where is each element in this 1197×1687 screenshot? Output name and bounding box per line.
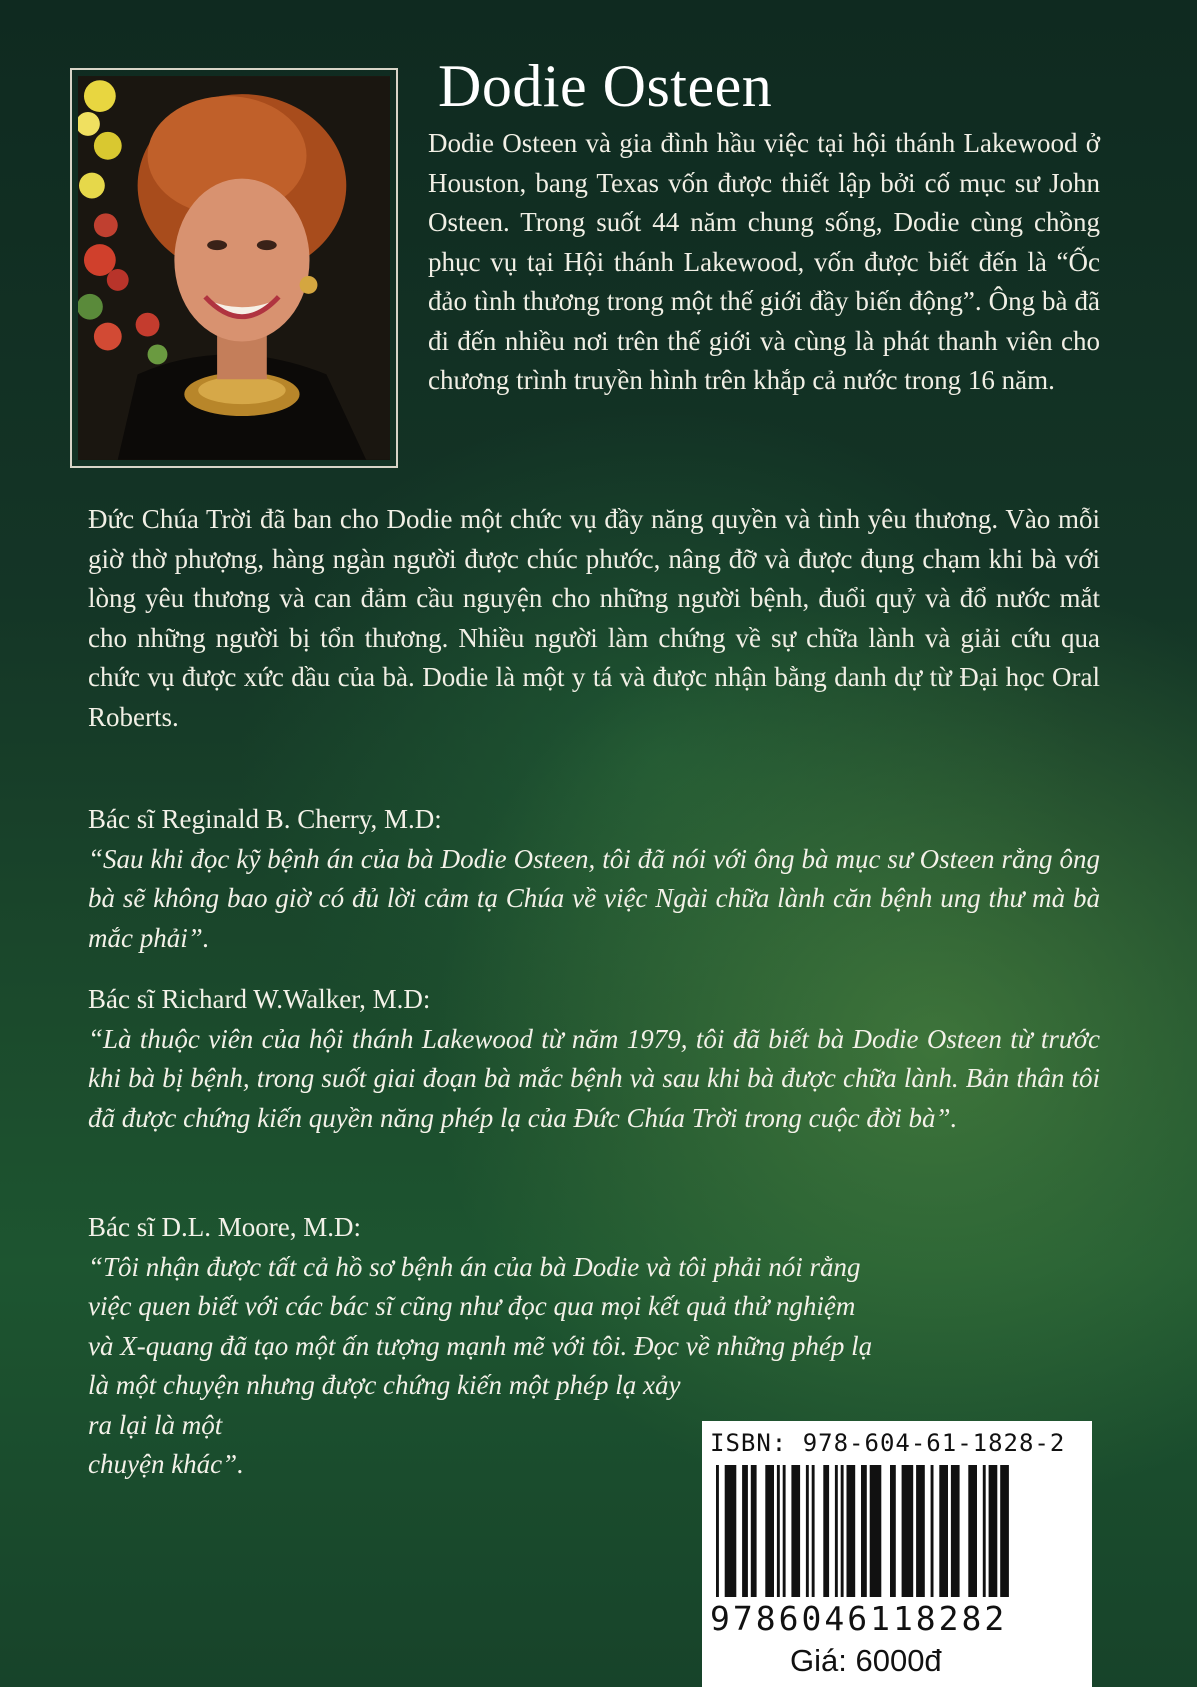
- barcode-bar: [765, 1465, 774, 1597]
- barcode-bar: [931, 1465, 934, 1597]
- author-photo: [78, 76, 390, 460]
- author-photo-frame: [70, 68, 398, 468]
- testimonial-quote-line: “Tôi nhận được tất cả hồ sơ bệnh án của bà Dodie và tôi phải nói rằng: [88, 1251, 861, 1282]
- barcode-bar: [725, 1465, 737, 1597]
- barcode-bar: [939, 1465, 948, 1597]
- barcode-bar: [1000, 1465, 1009, 1597]
- testimonial-speaker: Bác sĩ Richard W.Walker, M.D:: [88, 984, 431, 1014]
- testimonial-quote-line: chuyện khác”.: [88, 1449, 244, 1479]
- barcode-bar: [902, 1465, 914, 1597]
- barcode-bar: [890, 1465, 896, 1597]
- barcode-bar: [983, 1465, 986, 1597]
- barcode-bar: [812, 1465, 815, 1597]
- barcode-bar: [951, 1465, 960, 1597]
- author-bio-intro: Dodie Osteen và gia đình hầu việc tại hội thánh Lakewood ở Houston, bang Texas vốn được thiết lập bởi cố mục sư John Osteen. Trong suốt 44 năm chung sống, Dodie cùng chồng phục vụ tại Hội thánh Lakewood, vốn được biết đến là “Ốc đảo tình thương trong một thế giới đầy biến động”. Ông bà đã đi đến nhiều nơi trên thế giới và cùng là phát thanh viên cho chương trình truyền hình trên khắp cả nước trong 16 năm.: [428, 128, 1100, 395]
- barcode-bar: [716, 1465, 719, 1597]
- testimonial-speaker: Bác sĩ Reginald B. Cherry, M.D:: [88, 804, 442, 834]
- testimonial-quote: “Sau khi đọc kỹ bệnh án của bà Dodie Osteen, tôi đã nói với ông bà mục sư Osteen rằng ông bà sẽ không bao giờ có đủ lời cảm tạ Chúa về việc Ngài chữa lành căn bệnh ung thư mà bà mắc phải”.: [88, 843, 1100, 953]
- barcode-bar: [968, 1465, 977, 1597]
- author-bio-ministry: Đức Chúa Trời đã ban cho Dodie một chức vụ đầy năng quyền và tình yêu thương. Vào mỗi giờ thờ phượng, hàng ngàn người được chúc phước, nâng đỡ và được đụng chạm khi bà với lòng yêu thương và can đảm cầu nguyện cho những người bệnh, đuổi quỷ và đổ nước mắt cho những người bị tổn thương. Nhiều người làm chứng về sự chữa lành và giải cứu qua chức vụ được xức dầu của bà. Dodie là một y tá và được nhận bằng danh dự từ Đại học Oral Roberts.: [88, 504, 1100, 732]
- testimonial-quote-line: việc quen biết với các bác sĩ cũng như đọc qua mọi kết quả thử nghiệm: [88, 1291, 856, 1321]
- price-text: Giá: 6000đ: [790, 1643, 942, 1678]
- barcode-bar: [806, 1465, 809, 1597]
- barcode-bar: [916, 1465, 925, 1597]
- barcode-bar: [783, 1465, 786, 1597]
- barcode-bar: [841, 1465, 844, 1597]
- testimonial-speaker: Bác sĩ D.L. Moore, M.D:: [88, 1212, 361, 1242]
- ean-digits: 9786046118282: [710, 1599, 1008, 1638]
- testimonial-quote-line: và X-quang đã tạo một ấn tượng mạnh mẽ với tôi. Đọc về những phép lạ: [88, 1330, 873, 1361]
- barcode-bar: [751, 1465, 757, 1597]
- barcode-bar: [791, 1465, 800, 1597]
- author-name-title: Dodie Osteen: [438, 53, 773, 119]
- testimonial-walker: [88, 980, 1100, 1138]
- barcode-bar: [861, 1465, 867, 1597]
- barcode-bar: [835, 1465, 838, 1597]
- barcode-bar: [823, 1465, 829, 1597]
- barcode-bar: [870, 1465, 882, 1597]
- barcode-label: [702, 1421, 1092, 1687]
- barcode-bars: [712, 1465, 1082, 1597]
- barcode-bar: [777, 1465, 780, 1597]
- testimonial-quote-line: là một chuyện nhưng được chứng kiến một phép lạ xảy ra lại là một: [88, 1370, 681, 1440]
- barcode-bar: [847, 1465, 856, 1597]
- testimonial-cherry: [88, 800, 1100, 958]
- barcode-bar: [989, 1465, 998, 1597]
- isbn-text: ISBN: 978-604-61-1828-2: [710, 1429, 1066, 1457]
- author-portrait-illustration: [78, 76, 390, 460]
- testimonial-quote: “Là thuộc viên của hội thánh Lakewood từ năm 1979, tôi đã biết bà Dodie Osteen từ trước khi bà bị bệnh, trong suốt giai đoạn bà mắc bệnh và sau khi bà được chữa lành. Bản thân tôi đã được chứng kiến quyền năng phép lạ của Đức Chúa Trời trong cuộc đời bà”.: [88, 1023, 1100, 1133]
- barcode-bar: [742, 1465, 748, 1597]
